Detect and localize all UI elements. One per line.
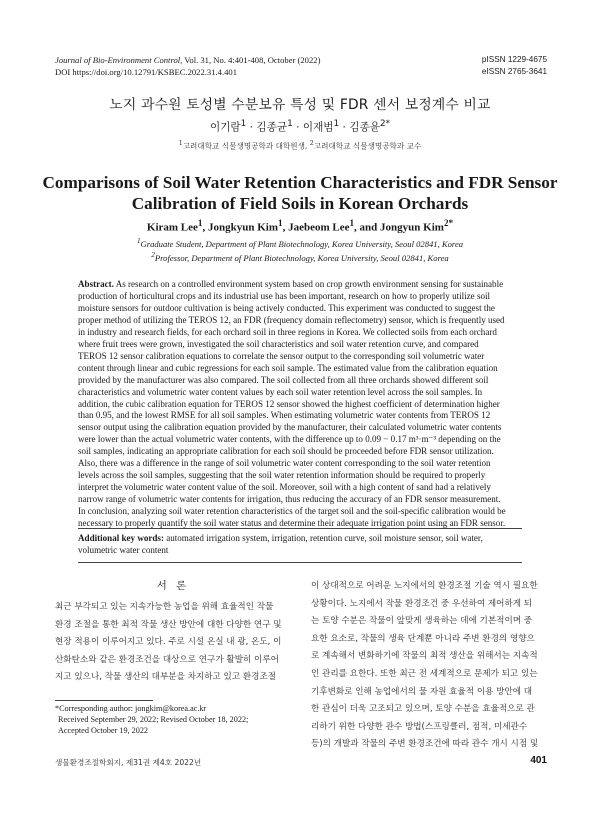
- english-authors: Kiram Lee$^1$, Jongkyun Kim$^1$, Jaebeom Lee$^1$, and Jongyun Kim$^{2*}$: [146, 218, 454, 234]
- english-title: [0, 172, 600, 214]
- body-line: 현장 적용이 이루어지고 있다. 주로 시설 온실 내 광, 온도, 이: [55, 637, 282, 648]
- abstract-line: proper method of utilizing the TEROS 12, an FDR (frequency domain reflectometry) sensor, which is frequently used: [78, 314, 505, 325]
- keywords: [78, 533, 522, 557]
- received-dates: Received September 29, 2022; Revised October 18, 2022;: [58, 714, 249, 724]
- english-title-line-1: Comparisons of Soil Water Retention Characteristics and FDR Sensor: [42, 173, 558, 192]
- abstract-line: Also, there was a difference in the range of soil volumetric water content corresponding to the soil water retention: [78, 458, 491, 469]
- body-line: 는 토양 수분은 작물이 앞맞게 생육하는 데에 기본적이며 중: [311, 616, 533, 627]
- body-line: 요한 요소로, 작물의 생육 단계뿐 아니라 주변 환경의 영향으: [311, 633, 535, 644]
- author-sup: 2*: [379, 119, 391, 129]
- page-number: 401: [530, 755, 547, 766]
- keywords-label: Additional key words:: [78, 533, 164, 543]
- doi: DOI https://doi.org/10.12791/KSBEC.2022.31.4.401: [55, 67, 237, 77]
- section-heading-introduction: 서 론: [156, 580, 190, 592]
- abstract-line: than 0.95, and the lowest RMSE for all soil samples. When estimating volumetric water contents from TEROS 12: [78, 410, 491, 421]
- abstract-line: Abstract. As research on a controlled environment system based on crop growth environment sensing for sustainable: [78, 279, 504, 289]
- issn-block: [482, 54, 547, 78]
- abstract-line: were lower than the actual volumetric water contents, with the difference up to 0.09 − 0.17 m³·m⁻³ depending on the: [78, 434, 501, 445]
- author-name: 이기람: [209, 121, 241, 134]
- author-sup: 1: [197, 218, 203, 228]
- abstract-line: narrow range of volumetric water contents for irrigation, thus reducing the accuracy of an FDR sensor measurement.: [78, 494, 501, 505]
- author-sup: 1: [277, 218, 283, 228]
- author-sup: 2*: [443, 218, 454, 228]
- body-line: 등)의 개발과 작물의 주변 환경조건에 따라 관수 개시 시점 및: [311, 739, 539, 750]
- abstract-line: soil samples, indicating an appropriate calibration for each soil should be proceeded before FDR sensor utilization.: [78, 446, 494, 457]
- abstract-line: necessary to properly quantify the soil water status and determine their adequate irrigation point using an FDR sensor.: [78, 518, 506, 529]
- author-name: Jaebeom Lee: [288, 221, 350, 234]
- volume-issue: , Vol. 31, No. 4:401-408, October (2022): [180, 55, 321, 65]
- body-line: 최근 부각되고 있는 지속가능한 농업을 위해 효율적인 작물: [55, 602, 274, 612]
- accepted-date: Accepted October 19, 2022: [58, 725, 149, 735]
- citation-block: [55, 54, 320, 78]
- body-line: 리하기 위한 다양한 관수 방법(스프링클러, 점적, 미세관수: [311, 721, 528, 732]
- abstract-line: provided by the manufacturer was also compared. The soil collected from all three orchards showed different soil: [78, 374, 489, 385]
- abstract-line: TEROS 12 sensor calibration equations to correlate the sensor output to the corresponding soil volumetric water: [78, 350, 485, 361]
- body-line: 기후변화로 인해 농업에서의 물 자원 효율적 이용 방안에 대: [311, 686, 533, 697]
- english-affiliation-1: Graduate Student, Department of Plant Biotechnology, Korea University, Seoul 02841, Korea: [140, 238, 464, 249]
- corresponding-author: *Corresponding author: jongkim@korea.ac.kr: [55, 704, 207, 713]
- keywords-divider-bottom: [78, 562, 522, 563]
- pissn: pISSN 1229-4675: [481, 55, 547, 64]
- eissn: eISSN 2765-3641: [481, 67, 547, 76]
- english-affiliation-2: Professor, Department of Plant Biotechnology, Korea University, Seoul 02841, Korea: [154, 253, 449, 264]
- footnote-divider: [55, 700, 153, 701]
- author-name: Jongyun Kim: [380, 221, 444, 234]
- abstract: [78, 279, 522, 530]
- body-column-right: [311, 578, 547, 754]
- body-line: 산화탄소와 같은 환경조건을 대상으로 연구가 활발히 이루어: [55, 654, 279, 665]
- author-name: Jongkyun Kim: [207, 221, 278, 234]
- korean-affiliations: $^1$고려대학교 식물생명공학과 대학원생, $^2$고려대학교 식물생명공학과 교수: [178, 140, 422, 151]
- author-sup: 1: [240, 119, 247, 129]
- body-line: 환경 조절을 통한 최적 작물 생산 방안에 대한 다양한 연구 및: [55, 619, 282, 630]
- body-line: 인 관리를 요한다. 또한 최근 전 세계적으로 문제가 되고 있는: [311, 668, 538, 679]
- footer-journal: 생물환경조절학회지, 제31권 제4호 2022년: [55, 758, 202, 767]
- author-name: Kiram Lee: [146, 221, 198, 234]
- korean-affiliation-2: 고려대학교 식물생명공학과 교수: [313, 141, 422, 151]
- abstract-line: sensor output using the calibration equation provided by the manufacturer, their calculated volumetric water contents: [78, 422, 502, 433]
- abstract-line: interpret the volumetric water content value of the soil. Moreover, soil with a high content of sand had a relatively: [78, 482, 491, 493]
- abstract-line: production of horticultural crops and its industrial use has been important, research on how to properly utilize soil: [78, 290, 491, 301]
- abstract-line: in industry and research fields, for each orchard soil in three regions in Korea. We collected soils from each orchard: [78, 326, 497, 337]
- author-name: 이재범: [302, 121, 334, 134]
- abstract-line: levels across the soil samples, suggesting that the soil water retention information should be required to properly: [78, 470, 486, 481]
- keywords-divider-top: [78, 528, 522, 529]
- body-line: 한 관심이 더욱 고조되고 있으며, 토양 수분을 효율적으로 관: [311, 704, 535, 715]
- author-name: 김종윤: [349, 121, 380, 134]
- body-line: 지고 있으나, 작물 생산의 대부분을 차지하고 있고 환경조절: [55, 672, 277, 683]
- author-sup: 1: [333, 119, 340, 129]
- running-footer: [55, 757, 547, 771]
- author-sup: 1: [287, 119, 293, 129]
- korean-title: 노지 과수원 토성별 수분보유 특성 및 FDR 센서 보정계수 비교: [109, 97, 491, 113]
- abstract-line: In conclusion, analyzing soil water retention characteristics of the target soil and the soil-specific calibration would be: [78, 506, 506, 517]
- running-header: [55, 54, 547, 80]
- abstract-line: moisture sensors for outdoor cultivation is being actively conducted. This experiment was conducted to suggest the: [78, 302, 495, 313]
- korean-authors: 이기람$^1$ · 김종균$^1$ · 이재범$^1$ · 김종윤$^{2*}$: [209, 119, 391, 134]
- author-name: 김종균: [256, 121, 288, 134]
- abstract-line: where fruit trees were grown, investigated the soil characteristics and soil water retention curve, and compared: [78, 338, 479, 349]
- body-line: 상황이다. 노지에서 작물 환경조건 중 우선하여 제어하게 되: [311, 598, 533, 609]
- abstract-line: addition, the cubic calibration equation for TEROS 12 sensor showed the highest coefficient of determination higher: [78, 398, 500, 409]
- abstract-label: Abstract.: [78, 279, 114, 289]
- english-affiliations: $^1$Graduate Student, Department of Plant Biotechnology, Korea University, Seoul 02841, Korea $^2$Professor, Department of Plant Biotechnology, Korea University, Seoul 02841, Korea: [136, 237, 464, 264]
- korean-affiliation-1: 고려대학교 식물생명공학과 대학원생,: [182, 141, 308, 151]
- footnote: [55, 704, 291, 736]
- author-sup: 1: [349, 218, 355, 228]
- keywords-text: automated irrigation system, irrigation, retention curve, soil moisture sensor, soil water,: [166, 533, 483, 543]
- abstract-line: content through linear and cubic regressions for each soil sample. The estimated value from the calibration equation: [78, 362, 498, 373]
- body-line: 이 상대적으로 어려운 노지에서의 환경조절 기술 역시 필요한: [311, 581, 538, 591]
- body-column-left: [55, 599, 291, 687]
- body-line: 로 계속해서 변화하기에 작물의 최적 생산을 위해서는 지속적: [311, 651, 538, 662]
- abstract-line: characteristics and volumetric water content values by each soil water retention level across the soil samples. In: [78, 386, 483, 397]
- journal-name: Journal of Bio-Environment Control: [55, 55, 181, 65]
- english-title-line-2: Calibration of Field Soils in Korean Orchards: [131, 194, 469, 213]
- keywords-text-2: volumetric water content: [78, 544, 169, 555]
